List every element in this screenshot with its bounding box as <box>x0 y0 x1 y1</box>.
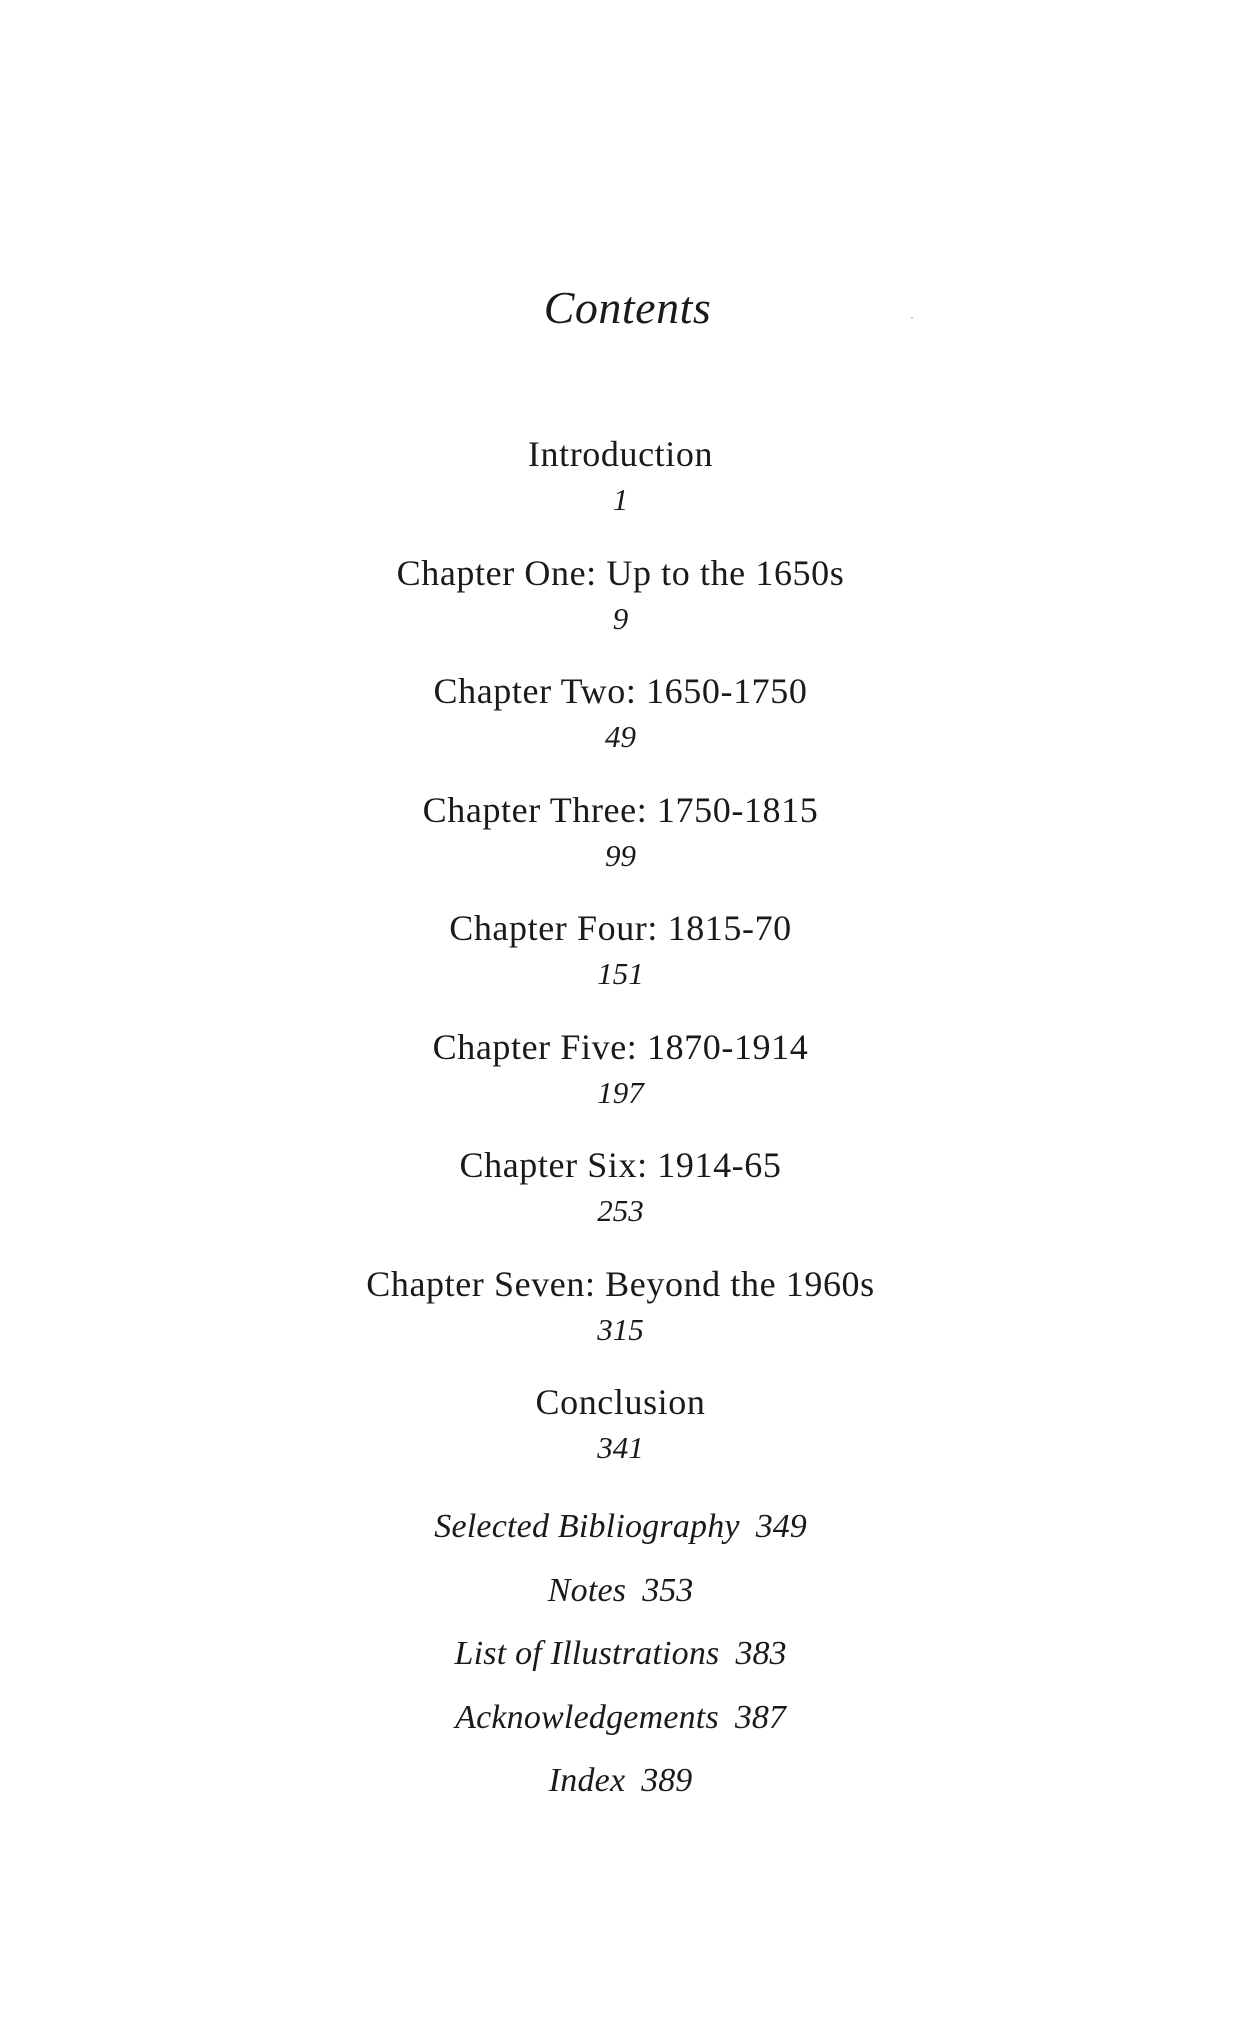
toc-entry-page: 1 <box>612 482 629 517</box>
toc-entry-page: 387 <box>734 1698 786 1736</box>
toc-entry-title: List of Illustrations <box>454 1635 720 1672</box>
toc-entry-chapter-three[interactable] <box>0 788 1255 907</box>
toc-entry-page: 315 <box>597 1311 644 1347</box>
toc-entry-chapter-two[interactable] <box>0 669 1255 788</box>
toc-entry-title: Chapter Three: 1750-1815 <box>422 789 819 830</box>
toc-entry-title: Conclusion <box>535 1382 706 1422</box>
toc-entry-chapter-four[interactable] <box>0 906 1255 1025</box>
toc-entry-bibliography[interactable] <box>0 1500 1255 1564</box>
toc-entry-title: Notes <box>547 1571 627 1609</box>
toc-entry-page: 353 <box>642 1571 694 1609</box>
toc-entry-chapter-six[interactable] <box>0 1143 1255 1262</box>
toc-entry-page: 151 <box>597 956 644 991</box>
toc-entry-title: Chapter Five: 1870-1914 <box>432 1026 809 1067</box>
toc-entry-title: Selected Bibliography <box>434 1508 740 1545</box>
toc-entry-chapter-five[interactable] <box>0 1025 1255 1144</box>
toc-entry-chapter-seven[interactable] <box>0 1262 1255 1381</box>
toc-entry-introduction[interactable] <box>0 432 1255 551</box>
toc-entry-page: 99 <box>605 837 636 873</box>
toc-entry-title: Chapter One: Up to the 1650s <box>396 552 845 593</box>
toc-entry-index[interactable] <box>0 1754 1255 1818</box>
back-matter-list <box>0 1500 1255 1818</box>
toc-entry-title: Chapter Two: 1650-1750 <box>433 671 808 711</box>
toc-entry-page: 349 <box>755 1508 807 1545</box>
toc-entry-conclusion[interactable] <box>0 1380 1255 1499</box>
toc-entry-page: 49 <box>605 719 636 754</box>
chapter-list <box>0 432 1255 1499</box>
toc-entry-page: 253 <box>597 1193 644 1228</box>
toc-entry-page: 9 <box>612 600 629 636</box>
toc-entry-title: Chapter Six: 1914-65 <box>459 1145 782 1185</box>
toc-entry-list-of-illustrations[interactable] <box>0 1627 1255 1691</box>
toc-entry-chapter-one[interactable] <box>0 551 1255 670</box>
toc-entry-acknowledgements[interactable] <box>0 1691 1255 1755</box>
toc-entry-page: 389 <box>641 1762 693 1799</box>
toc-entry-title: Chapter Four: 1815-70 <box>449 908 792 948</box>
page-title: Contents <box>543 282 712 333</box>
toc-entry-title: Acknowledgements <box>455 1698 719 1736</box>
toc-entry-page: 341 <box>597 1430 644 1465</box>
toc-entry-title: Chapter Seven: Beyond the 1960s <box>366 1263 875 1304</box>
toc-entry-page: 197 <box>597 1074 644 1110</box>
toc-entry-notes[interactable] <box>0 1564 1255 1628</box>
toc-entry-title: Index <box>548 1762 626 1799</box>
toc-entry-page: 383 <box>735 1635 787 1672</box>
toc-entry-title: Introduction <box>527 434 714 474</box>
